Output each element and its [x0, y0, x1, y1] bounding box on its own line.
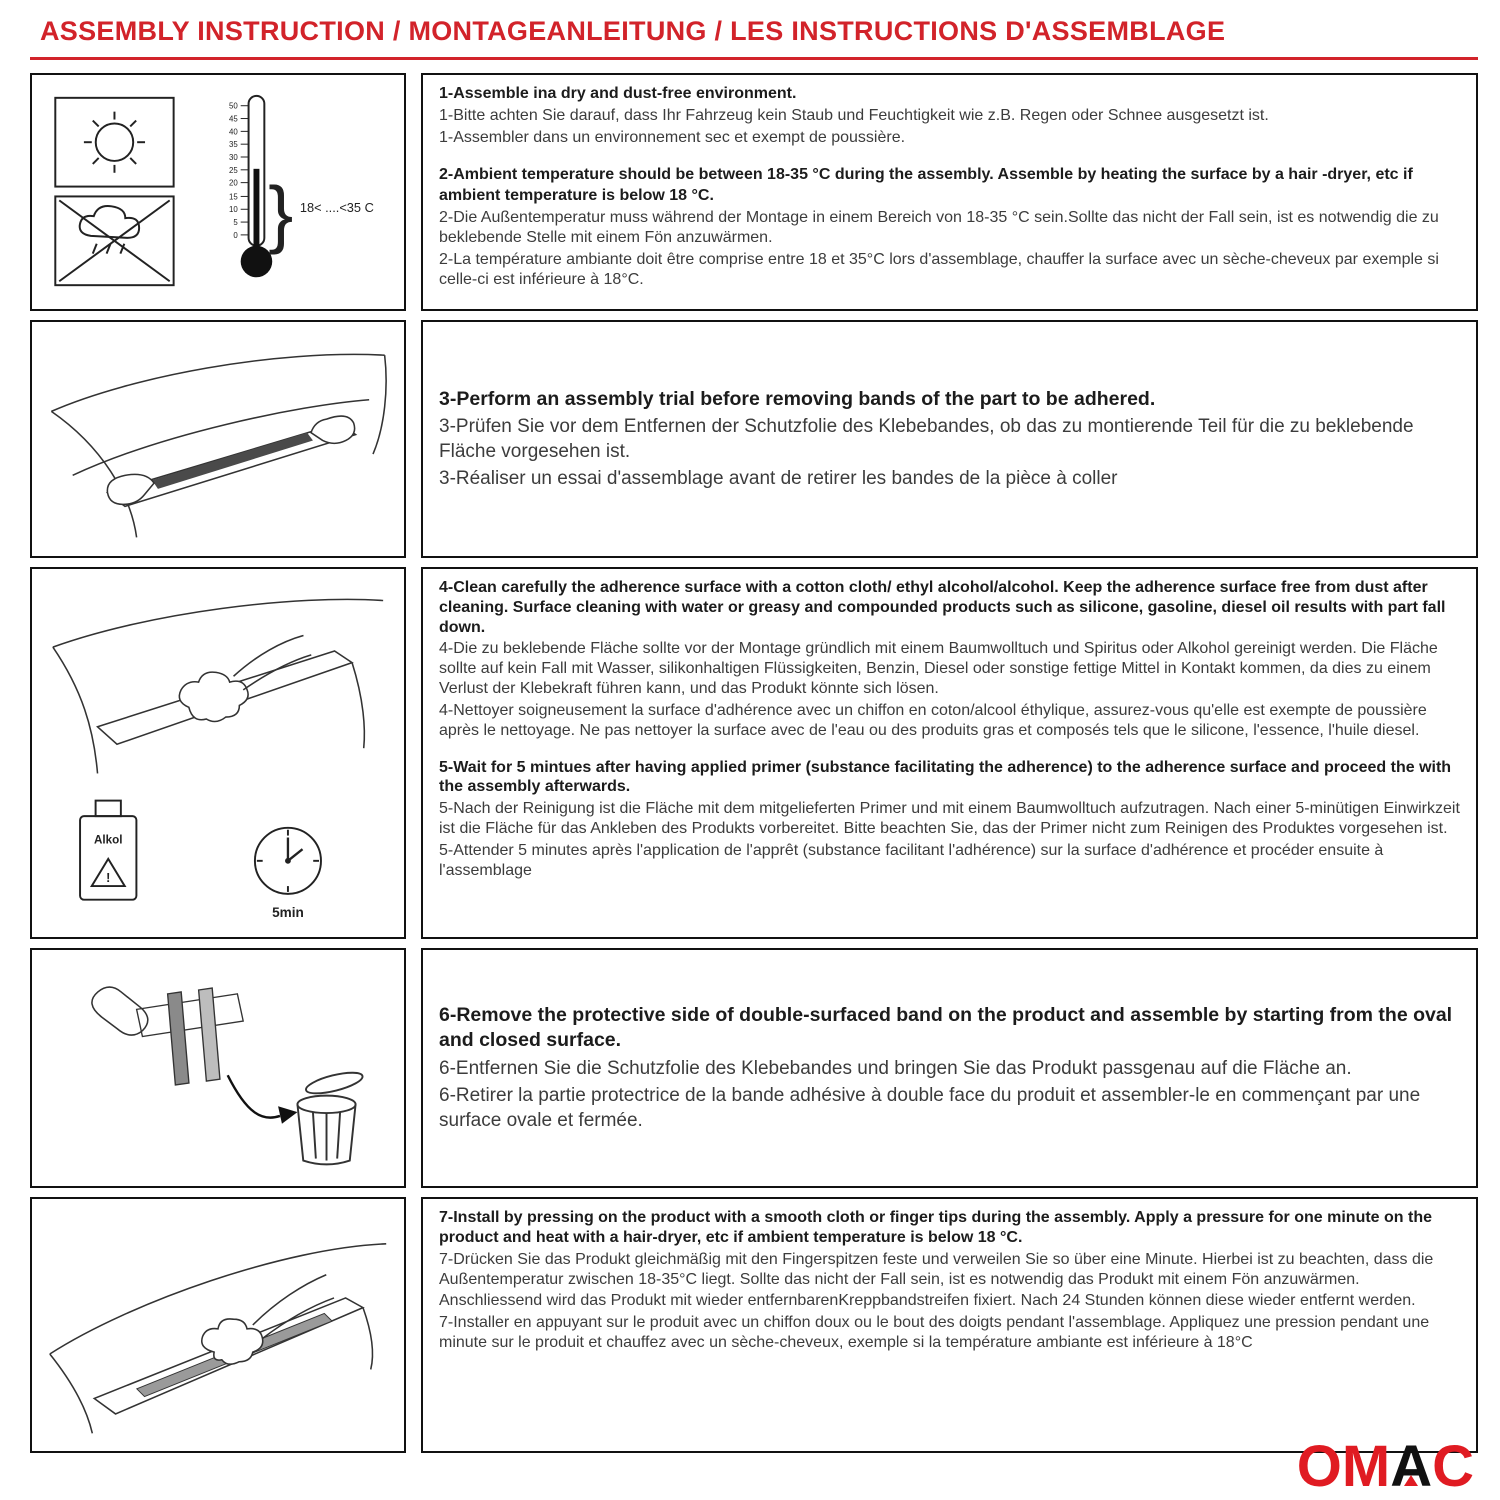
hand-icon	[92, 987, 148, 1035]
omac-logo	[1296, 1434, 1474, 1499]
thermo-tick: 15	[228, 192, 238, 202]
step2-en: 2-Ambient temperature should be between 18-35 °C during the assembly. Assemble by heating the surface by a hair -dryer, etc if ambient temperature is below 18 °C.	[439, 166, 1413, 204]
temperature-range-label: 18< ....<35 C	[299, 200, 374, 216]
assembly-trial-illustration	[43, 330, 393, 548]
step6-de: 6-Entfernen Sie die Schutzfolie des Klebebandes und bringen Sie das Produkt passgenau auf die Fläche an.	[439, 1058, 1352, 1080]
thermo-tick: 10	[228, 205, 238, 215]
section-pressing	[30, 1197, 1478, 1453]
title-divider	[30, 57, 1478, 60]
illustration-cleaning	[30, 567, 406, 939]
instruction-text-steps-1-2	[421, 73, 1478, 311]
step5-fr: 5-Attender 5 minutes après l'application de l'apprêt (substance facilitant l'adhérence) sur la surface d'adhérence et procéder ensuite à l'assemblage	[439, 841, 1384, 879]
arrow-head	[278, 1106, 297, 1123]
step6-fr: 6-Retirer la partie protectrice de la bande adhésive à double face du produit et assembler-le en commençant par une surface ovale et fermée.	[439, 1085, 1421, 1132]
step2-de: 2-Die Außentemperatur muss während der Montage in einem Bereich von 18-35 °C sein.Sollte das nicht der Fall sein, ist es notwendig die zu beklebende Stelle mit einem Fön anzuwärmen.	[439, 208, 1439, 246]
warning-mark: !	[106, 871, 111, 886]
step7-de: 7-Drücken Sie das Produkt gleichmäßig mit den Fingerspitzen feste und verweilen Sie so über eine Minute. Hierbei ist zu beachten, dass die Außentemperatur zwischen 18-35°C liegt. Sollte das nicht der Fall sein, ist es notwendig das Produkt mit einem Fön anzuwärmen. Anschliessend wird das Produkt mit wieder entfernbarenKreppbandstreifen fixiert. Nach 24 Stunden können diese wieder entfernt werden.	[439, 1251, 1434, 1309]
section-assembly-trial	[30, 320, 1478, 558]
thermometer-icon	[229, 96, 272, 277]
thermo-tick: 50	[228, 101, 238, 111]
thermo-tick: 30	[228, 152, 238, 162]
step3-de: 3-Prüfen Sie vor dem Entfernen der Schutzfolie des Klebebandes, ob das zu montierende Teil für die zu beklebende Fläche vorgesehen ist.	[439, 416, 1414, 463]
step4-de: 4-Die zu beklebende Fläche sollte vor der Montage gründlich mit einem Baumwolltuch und Spiritus oder Alkohol gereinigt werden. Die Fläche sollte auf kein Fall mit Wasser, silikonhaltigen Flüssigkeiten, Benzin, Diesel oder sonstige fettige Mittel in Kontakt kommen, da dies zu einem Verlust der Klebekraft führen kann, und das Produkt könnte sich lösen.	[439, 640, 1438, 698]
step1-en: 1-Assemble ina dry and dust-free environment.	[439, 85, 797, 102]
page-title: ASSEMBLY INSTRUCTION / MONTAGEANLEITUNG / LES INSTRUCTIONS D'ASSEMBLAGE	[40, 16, 1226, 46]
instruction-text-step-7	[421, 1197, 1478, 1453]
cleaning-cloth-icon	[179, 635, 311, 721]
section-cleaning-primer	[30, 567, 1478, 939]
thermo-tick: 40	[228, 127, 238, 137]
sun-icon	[55, 98, 173, 187]
trim-strip	[152, 433, 313, 489]
step1-de: 1-Bitte achten Sie darauf, dass Ihr Fahrzeug kein Staub und Feuchtigkeit wie z.B. Regen oder Schnee ausgesetzt ist.	[439, 107, 1269, 125]
illustration-pressing	[30, 1197, 406, 1453]
logo-om: OM	[1296, 1434, 1391, 1499]
section-tape-removal	[30, 948, 1478, 1188]
instruction-text-step-3	[421, 320, 1478, 558]
environment-illustration	[44, 86, 392, 298]
thermo-tick: 0	[233, 230, 238, 240]
logo-c: C	[1432, 1434, 1474, 1499]
adhesive-strips	[137, 988, 244, 1085]
thermo-tick: 20	[228, 178, 238, 188]
illustration-assembly-trial	[30, 320, 406, 558]
pressing-illustration	[43, 1209, 393, 1441]
cleaning-illustration	[43, 583, 393, 923]
step1-fr: 1-Assembler dans un environnement sec et exempt de poussière.	[439, 129, 906, 147]
step7-en: 7-Install by pressing on the product with a smooth cloth or finger tips during the assembly. Apply a pressure for one minute on the product and heat with a hair-dryer, etc if ambient temperature is below 18 °C.	[439, 1209, 1432, 1247]
logo-a-triangle	[1404, 1475, 1418, 1486]
step5-de: 5-Nach der Reinigung ist die Fläche mit dem mitgelieferten Primer und mit einem Baumwolltuch aufzutragen. Nach einer 5-minütigen Einwirkzeit ist die Fläche für das Ankleben des Produkts vorbereitet. Bitte beachten Sie, das der Primer nicht zum Reinigen des Produktes vorgesehen ist.	[439, 800, 1460, 838]
illustration-tape-removal	[30, 948, 406, 1188]
door-sill-sketch	[51, 354, 386, 537]
step3-fr: 3-Réaliser un essai d'assemblage avant de retirer les bandes de la pièce à coller	[439, 468, 1118, 490]
step4-en: 4-Clean carefully the adherence surface with a cotton cloth/ ethyl alcohol/alcohol. Keep the adherence surface free from dust after cleaning. Surface cleaning with water or greasy and compounded products such as silicone, gasoline, diesel oil results with part fall down.	[439, 579, 1446, 636]
illustration-environment	[30, 73, 406, 311]
step6-en: 6-Remove the protective side of double-surfaced band on the product and assemble by starting from the oval and closed surface.	[439, 1003, 1453, 1052]
step5-en: 5-Wait for 5 mintues after having applied primer (substance facilitating the adherence) to the adherence surface and proceed the with the assembly afterwards.	[439, 758, 1452, 796]
step3-en: 3-Perform an assembly trial before removing bands of the part to be adhered.	[439, 387, 1156, 410]
right-hand-icon	[311, 416, 355, 443]
thermo-tick: 45	[228, 114, 238, 124]
bottle-label: Alkol	[93, 833, 123, 847]
tape-removal-illustration	[43, 959, 393, 1177]
logo-a: A	[1390, 1434, 1433, 1499]
thermo-tick: 35	[228, 140, 238, 150]
step7-fr: 7-Installer en appuyant sur le produit avec un chiffon doux ou le bout des doigts pendant l'assemblage. Appliquez une pression pendant une minute sur le produit et chauffez avec un sèche-cheveux, exemple si la température ambiante est inférieure à 18°C	[439, 1313, 1430, 1351]
arrow	[228, 1075, 280, 1117]
clock-icon	[255, 828, 321, 894]
thermo-tick: 25	[228, 165, 238, 175]
no-rain-icon	[55, 196, 173, 285]
instruction-text-step-6	[421, 948, 1478, 1188]
step2-fr: 2-La température ambiante doit être comprise entre 18 et 35°C lors d'assemblage, chauffer la surface avec un sèche-cheveux par exemple si celle-ci est inférieure à 18°C.	[439, 251, 1439, 289]
trash-bin-icon	[297, 1068, 364, 1164]
clock-label: 5min	[272, 905, 304, 921]
section-environment	[30, 73, 1478, 311]
brace-glyph: }	[268, 170, 294, 255]
thermo-tick: 5	[233, 218, 238, 228]
instruction-text-steps-4-5	[421, 567, 1478, 939]
step4-fr: 4-Nettoyer soigneusement la surface d'adhérence avec un chiffon en coton/alcool éthylique, assurez-vous qu'elle est exempte de poussière après le nettoyage. Ne pas nettoyer la surface avec de l'eau ou des produits gras et composés tels que le silicone, l'essence, l'huile diesel.	[439, 701, 1427, 739]
alcohol-bottle-icon	[80, 801, 136, 900]
